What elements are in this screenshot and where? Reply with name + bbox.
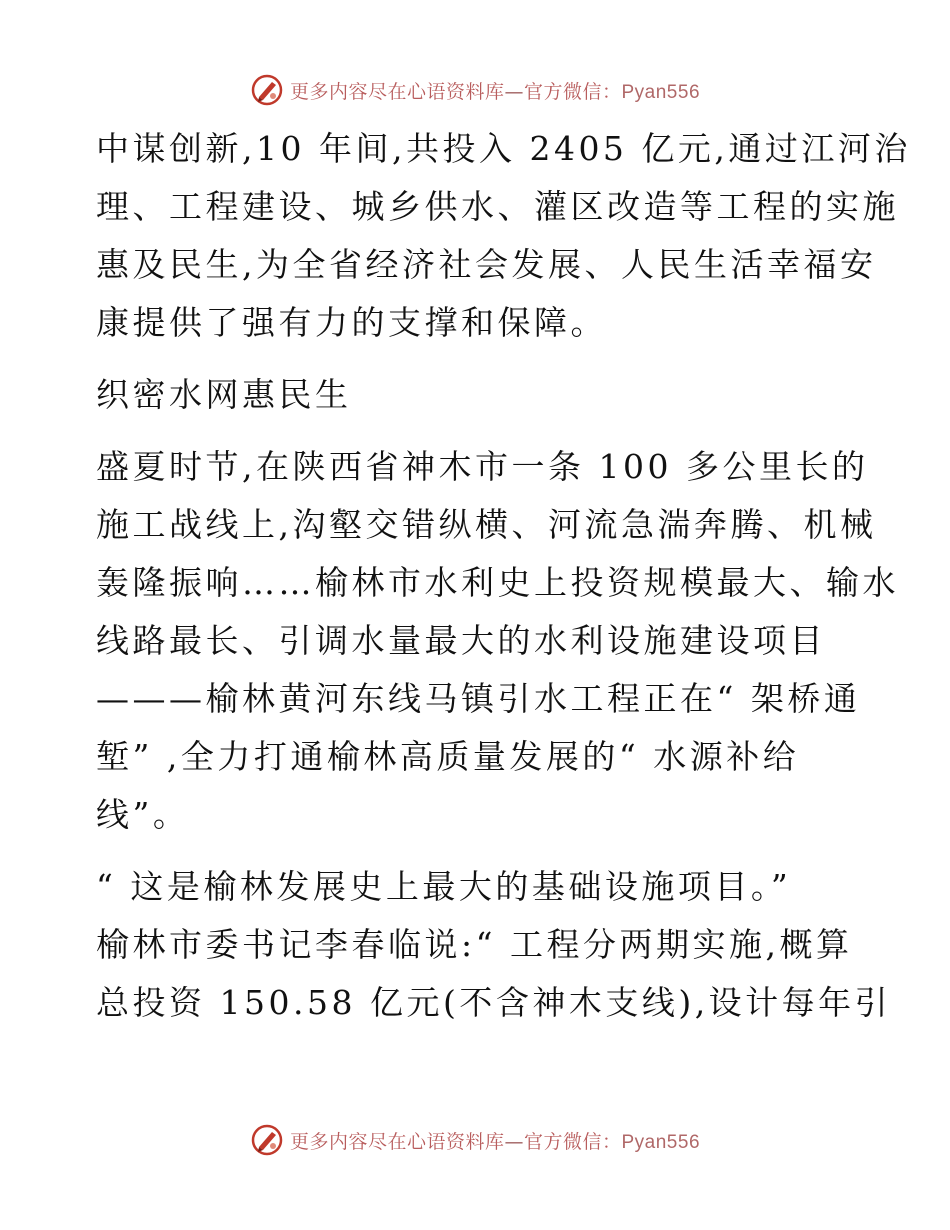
text-line: 康提供了强有力的支撑和保障。	[96, 303, 607, 342]
text-line: 线”。	[96, 795, 190, 834]
watermark-wechat-id: Pyan556	[621, 81, 701, 103]
watermark-text	[290, 77, 700, 104]
text-line: 堑” ,全力打通榆林高质量发展的“ 水源补给	[96, 737, 800, 776]
section-heading	[96, 366, 856, 424]
text-line: 理、工程建设、城乡供水、灌区改造等工程的实施	[96, 187, 899, 226]
watermark-text	[290, 1127, 700, 1154]
text-line: ———榆林黄河东线马镇引水工程正在“ 架桥通	[96, 679, 861, 718]
text-line: 轰隆振响……榆林市水利史上投资规模最大、输水	[96, 563, 899, 602]
footer-watermark	[0, 1120, 950, 1160]
pen-seal-icon	[250, 73, 284, 107]
watermark-wechat-label: 官方微信：	[523, 1130, 622, 1153]
watermark-main: 更多内容尽在心语资料库	[289, 1130, 505, 1153]
pen-seal-icon	[250, 1123, 284, 1157]
text-line: 惠及民生,为全省经济社会发展、人民生活幸福安	[96, 245, 877, 284]
text-line: 盛夏时节,在陕西省神木市一条 100 多公里长的	[96, 447, 869, 486]
header-watermark	[0, 70, 950, 110]
paragraph-2	[96, 438, 899, 844]
paragraph-1	[96, 120, 911, 352]
watermark-wechat-id: Pyan556	[621, 1131, 701, 1153]
text-line: “ 这是榆林发展史上最大的基础设施项目。”	[96, 867, 792, 906]
watermark-main: 更多内容尽在心语资料库	[289, 80, 505, 103]
watermark-wechat-label: 官方微信：	[523, 80, 622, 103]
heading-line: 织密水网惠民生	[96, 375, 352, 414]
watermark-dash: —	[504, 80, 524, 103]
watermark-group	[250, 73, 700, 107]
text-line: 榆林市委书记李春临说:“ 工程分两期实施,概算	[96, 925, 853, 964]
text-line: 线路最长、引调水量最大的水利设施建设项目	[96, 621, 826, 660]
watermark-dash: —	[504, 1130, 524, 1153]
text-line: 中谋创新,10 年间,共投入 2405 亿元,通过江河治	[96, 129, 911, 168]
text-line: 总投资 150.58 亿元(不含神木支线),设计每年引	[96, 983, 892, 1022]
document-body	[96, 120, 911, 1032]
paragraph-3	[96, 858, 892, 1032]
watermark-group	[250, 1123, 700, 1157]
text-line: 施工战线上,沟壑交错纵横、河流急湍奔腾、机械	[96, 505, 877, 544]
